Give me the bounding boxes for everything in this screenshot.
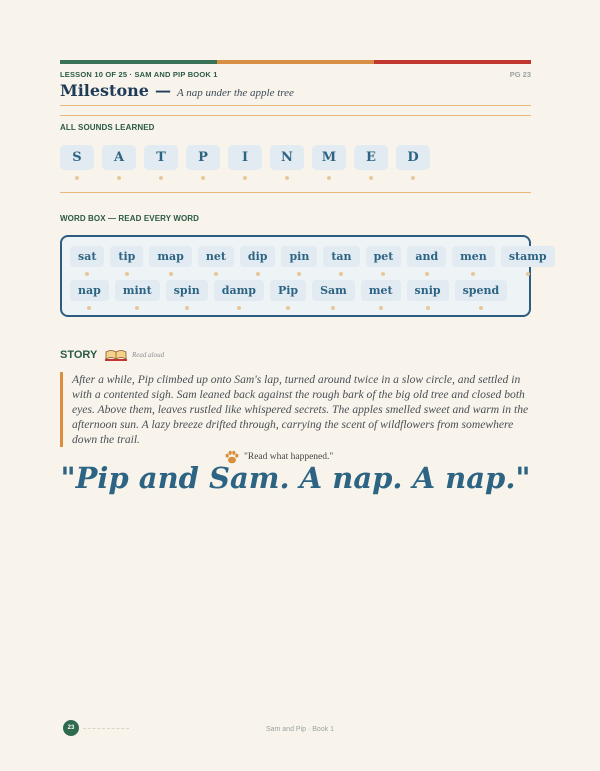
word-tile[interactable]: men (452, 246, 495, 267)
word-tile[interactable]: spend (455, 280, 508, 301)
sound-dot (159, 176, 163, 180)
word-item (214, 280, 264, 310)
sound-dot (243, 176, 247, 180)
word-tile[interactable]: spin (166, 280, 208, 301)
sound-dot (201, 176, 205, 180)
sound-tile[interactable]: D (396, 145, 430, 170)
sound-item (228, 145, 262, 180)
divider (60, 192, 531, 193)
word-tile[interactable]: tan (323, 246, 359, 267)
word-item (115, 280, 160, 310)
word-dot (237, 306, 241, 310)
word-dot (297, 272, 301, 276)
word-tile[interactable]: pin (281, 246, 317, 267)
story-passage: After a while, Pip climbed up onto Sam's lap, turned around twice in a slow circle, and settled in with a contented sigh. Sam leaned back against the rough bark of the big old tree and closed both eyes. Above them, leaves rustled like whispered secrets. The apples smelled sweet and warm in the afternoon sun. A lazy breeze drifted through, carrying the scent of wildflowers from somewhere down the trail. (60, 372, 531, 447)
color-bar-red (374, 60, 531, 64)
title-row (60, 81, 294, 100)
word-item (361, 280, 401, 310)
word-item (407, 280, 449, 310)
word-dot (87, 306, 91, 310)
word-tile[interactable]: tip (110, 246, 143, 267)
word-dot (426, 306, 430, 310)
sounds-row (60, 145, 430, 180)
sound-tile[interactable]: A (102, 145, 136, 170)
word-item (166, 280, 208, 310)
footer-page-badge: 23 (63, 720, 79, 736)
sound-item (102, 145, 136, 180)
word-item (455, 280, 508, 310)
word-item (501, 246, 555, 276)
sound-tile[interactable]: M (312, 145, 346, 170)
color-bar-green (60, 60, 217, 64)
sound-item (396, 145, 430, 180)
word-row-1 (70, 246, 555, 276)
word-tile[interactable]: Pip (270, 280, 306, 301)
word-dot (331, 306, 335, 310)
read-aloud-label: Read aloud (132, 351, 165, 359)
sound-dot (411, 176, 415, 180)
word-dot (425, 272, 429, 276)
word-item (452, 246, 495, 276)
sound-item (354, 145, 388, 180)
sound-dot (285, 176, 289, 180)
word-item (240, 246, 276, 276)
divider (60, 105, 531, 106)
sound-item (312, 145, 346, 180)
sound-item (270, 145, 304, 180)
word-dot (286, 306, 290, 310)
header-row (60, 70, 531, 79)
sound-tile[interactable]: S (60, 145, 94, 170)
word-tile[interactable]: pet (366, 246, 402, 267)
title-dash: — (154, 81, 171, 100)
page-number-label: PG 23 (509, 70, 531, 79)
sound-item (144, 145, 178, 180)
word-item (110, 246, 143, 276)
sound-tile[interactable]: T (144, 145, 178, 170)
sounds-section-label: ALL SOUNDS LEARNED (60, 123, 155, 132)
word-item (407, 246, 446, 276)
word-row-2 (70, 280, 507, 310)
word-item (270, 280, 306, 310)
word-item (70, 280, 109, 310)
word-item (70, 246, 104, 276)
book-icon (104, 348, 128, 362)
word-dot (125, 272, 129, 276)
word-dot (479, 306, 483, 310)
word-tile[interactable]: and (407, 246, 446, 267)
word-item (149, 246, 191, 276)
sound-item (186, 145, 220, 180)
color-bar-orange (217, 60, 374, 64)
word-tile[interactable]: mint (115, 280, 160, 301)
sound-tile[interactable]: P (186, 145, 220, 170)
word-dot (85, 272, 89, 276)
page-subtitle: A nap under the apple tree (176, 87, 294, 99)
word-tile[interactable]: snip (407, 280, 449, 301)
word-item (198, 246, 234, 276)
word-item (281, 246, 317, 276)
lesson-label: LESSON 10 OF 25 · SAM AND PIP BOOK 1 (60, 70, 218, 79)
footer-book-title: Sam and Pip · Book 1 (265, 726, 335, 733)
word-tile[interactable]: nap (70, 280, 109, 301)
word-item (312, 280, 355, 310)
word-item (323, 246, 359, 276)
story-quote: "Pip and Sam. A nap. A nap." (60, 461, 531, 495)
prompt-text: "Read what happened." (244, 452, 334, 462)
word-dot (339, 272, 343, 276)
word-tile[interactable]: met (361, 280, 401, 301)
word-item (366, 246, 402, 276)
sound-dot (117, 176, 121, 180)
word-tile[interactable]: Sam (312, 280, 355, 301)
word-dot (381, 272, 385, 276)
word-tile[interactable]: damp (214, 280, 264, 301)
word-dot (135, 306, 139, 310)
word-tile[interactable]: net (198, 246, 234, 267)
word-box (60, 235, 547, 317)
word-tile[interactable]: map (149, 246, 191, 267)
story-label: STORY (60, 349, 98, 361)
sound-tile[interactable]: I (228, 145, 262, 170)
sound-tile[interactable]: N (270, 145, 304, 170)
word-dot (214, 272, 218, 276)
sound-dot (369, 176, 373, 180)
page-title: Milestone (60, 81, 149, 100)
word-tile[interactable]: stamp (501, 246, 555, 267)
sound-dot (75, 176, 79, 180)
word-box-label: WORD BOX — READ EVERY WORD (60, 214, 200, 223)
word-dot (379, 306, 383, 310)
word-tile[interactable]: sat (70, 246, 104, 267)
sound-tile[interactable]: E (354, 145, 388, 170)
divider (60, 115, 531, 116)
word-dot (169, 272, 173, 276)
top-color-bar (60, 60, 531, 64)
word-dot (256, 272, 260, 276)
sound-item (60, 145, 94, 180)
word-dot (471, 272, 475, 276)
sound-dot (327, 176, 331, 180)
word-dot (526, 272, 530, 276)
word-dot (185, 306, 189, 310)
word-tile[interactable]: dip (240, 246, 276, 267)
